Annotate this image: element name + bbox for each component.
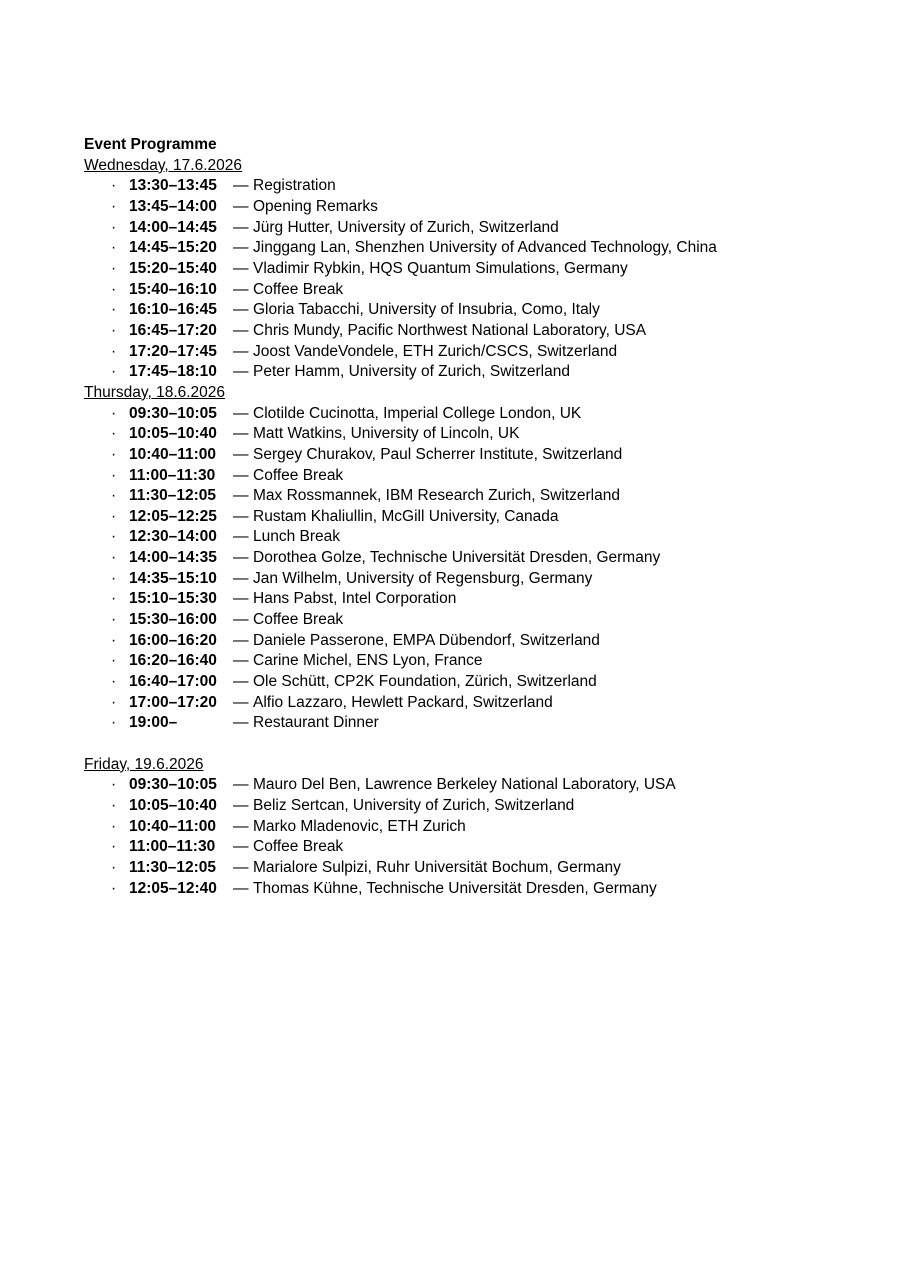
- programme-entry: [84, 775, 850, 796]
- entry-description: Lunch Break: [253, 528, 341, 546]
- entry-separator: —: [233, 259, 249, 277]
- entry-time: 14:00–14:35: [129, 549, 217, 567]
- entry-time: 16:45–17:20: [129, 321, 217, 339]
- entry-separator: —: [233, 590, 249, 608]
- entry-description: Marialore Sulpizi, Ruhr Universität Bochum, Germany: [253, 858, 621, 876]
- entry-description: Peter Hamm, University of Zurich, Switzerland: [253, 363, 570, 381]
- entry-time: 12:30–14:00: [129, 528, 217, 546]
- bullet-marker: ·: [111, 611, 117, 629]
- entry-time: 10:05–10:40: [129, 796, 217, 814]
- bullet-marker: ·: [111, 487, 117, 505]
- entry-description: Vladimir Rybkin, HQS Quantum Simulations, Germany: [253, 259, 628, 277]
- entry-separator: —: [233, 673, 249, 691]
- bullet-marker: ·: [111, 197, 117, 215]
- programme-entry: [84, 300, 850, 321]
- bullet-marker: ·: [111, 569, 117, 587]
- entry-description: Gloria Tabacchi, University of Insubria, Como, Italy: [253, 301, 600, 319]
- bullet-marker: ·: [111, 177, 117, 195]
- entry-separator: —: [233, 817, 249, 835]
- bullet-marker: ·: [111, 528, 117, 546]
- bullet-marker: ·: [111, 549, 117, 567]
- entry-time: 13:30–13:45: [129, 177, 217, 195]
- day-heading: Friday, 19.6.2026: [84, 755, 204, 773]
- entry-description: Coffee Break: [253, 280, 344, 298]
- entry-description: Dorothea Golze, Technische Universität Dresden, Germany: [253, 549, 661, 567]
- programme-entry: [84, 321, 850, 342]
- bullet-marker: ·: [111, 879, 117, 897]
- entry-time: 16:20–16:40: [129, 652, 217, 670]
- programme-entry: [84, 527, 850, 548]
- programme-entry: [84, 796, 850, 817]
- entry-separator: —: [233, 445, 249, 463]
- entry-separator: —: [233, 507, 249, 525]
- programme-entry: [84, 631, 850, 652]
- entry-description: Joost VandeVondele, ETH Zurich/CSCS, Switzerland: [253, 342, 618, 360]
- entry-description: Carine Michel, ENS Lyon, France: [253, 652, 483, 670]
- programme-entry: [84, 817, 850, 838]
- bullet-marker: ·: [111, 280, 117, 298]
- entry-time: 19:00–: [129, 714, 178, 732]
- page-title: Event Programme: [84, 136, 217, 153]
- entry-separator: —: [233, 363, 249, 381]
- entry-time: 14:00–14:45: [129, 218, 217, 236]
- bullet-marker: ·: [111, 590, 117, 608]
- entry-separator: —: [233, 776, 249, 794]
- day-section: [84, 156, 850, 383]
- programme-entry: [84, 197, 850, 218]
- entry-separator: —: [233, 321, 249, 339]
- programme-entry: [84, 176, 850, 197]
- entry-time: 17:00–17:20: [129, 693, 217, 711]
- bullet-marker: ·: [111, 363, 117, 381]
- programme-entry: [84, 507, 850, 528]
- day-heading: Wednesday, 17.6.2026: [84, 156, 242, 174]
- bullet-marker: ·: [111, 259, 117, 277]
- entry-time: 15:20–15:40: [129, 259, 217, 277]
- entry-description: Coffee Break: [253, 466, 344, 484]
- entry-description: Jürg Hutter, University of Zurich, Switzerland: [253, 218, 559, 236]
- entry-separator: —: [233, 177, 249, 195]
- bullet-marker: ·: [111, 776, 117, 794]
- entry-description: Opening Remarks: [253, 197, 378, 215]
- bullet-marker: ·: [111, 631, 117, 649]
- programme-entry: [84, 445, 850, 466]
- programme-entry: [84, 713, 850, 734]
- entry-separator: —: [233, 796, 249, 814]
- entry-time: 11:30–12:05: [129, 487, 217, 505]
- entry-separator: —: [233, 858, 249, 876]
- entry-separator: —: [233, 280, 249, 298]
- bullet-marker: ·: [111, 404, 117, 422]
- entry-time: 11:30–12:05: [129, 858, 217, 876]
- entry-description: Jan Wilhelm, University of Regensburg, Germany: [253, 569, 593, 587]
- programme-days: [84, 156, 850, 900]
- programme-entry: [84, 569, 850, 590]
- entry-description: Alfio Lazzaro, Hewlett Packard, Switzerland: [253, 693, 553, 711]
- entry-time: 15:40–16:10: [129, 280, 217, 298]
- bullet-marker: ·: [111, 693, 117, 711]
- programme-entry: [84, 362, 850, 383]
- entry-separator: —: [233, 218, 249, 236]
- entry-description: Mauro Del Ben, Lawrence Berkeley National Laboratory, USA: [253, 776, 676, 794]
- programme-entry: [84, 693, 850, 714]
- programme-entry: [84, 238, 850, 259]
- programme-entry: [84, 404, 850, 425]
- entry-description: Restaurant Dinner: [253, 714, 379, 732]
- entry-separator: —: [233, 528, 249, 546]
- day-section: [84, 383, 850, 734]
- entry-description: Ole Schütt, CP2K Foundation, Zürich, Switzerland: [253, 673, 597, 691]
- programme-entry: [84, 589, 850, 610]
- entry-time: 16:10–16:45: [129, 301, 217, 319]
- entry-description: Sergey Churakov, Paul Scherrer Institute, Switzerland: [253, 445, 623, 463]
- entry-separator: —: [233, 652, 249, 670]
- entry-time: 09:30–10:05: [129, 776, 217, 794]
- entry-time: 17:45–18:10: [129, 363, 217, 381]
- entry-separator: —: [233, 838, 249, 856]
- bullet-marker: ·: [111, 239, 117, 257]
- entry-time: 14:45–15:20: [129, 239, 217, 257]
- entry-description: Matt Watkins, University of Lincoln, UK: [253, 425, 520, 443]
- bullet-marker: ·: [111, 714, 117, 732]
- bullet-marker: ·: [111, 425, 117, 443]
- bullet-marker: ·: [111, 796, 117, 814]
- entry-time: 10:05–10:40: [129, 425, 217, 443]
- entry-time: 15:10–15:30: [129, 590, 217, 608]
- entry-description: Max Rossmannek, IBM Research Zurich, Switzerland: [253, 487, 620, 505]
- entry-time: 10:40–11:00: [129, 445, 217, 463]
- entry-separator: —: [233, 549, 249, 567]
- entry-description: Clotilde Cucinotta, Imperial College London, UK: [253, 404, 582, 422]
- programme-entry: [84, 259, 850, 280]
- programme-entry: [84, 672, 850, 693]
- bullet-marker: ·: [111, 342, 117, 360]
- entry-description: Jinggang Lan, Shenzhen University of Advanced Technology, China: [253, 239, 717, 257]
- bullet-marker: ·: [111, 466, 117, 484]
- programme-entry: [84, 548, 850, 569]
- entry-description: Registration: [253, 177, 336, 195]
- programme-entry: [84, 218, 850, 239]
- entry-description: Hans Pabst, Intel Corporation: [253, 590, 457, 608]
- bullet-marker: ·: [111, 321, 117, 339]
- entry-separator: —: [233, 693, 249, 711]
- programme-entry: [84, 466, 850, 487]
- entry-time: 17:20–17:45: [129, 342, 217, 360]
- entry-description: Coffee Break: [253, 611, 344, 629]
- entry-description: Marko Mladenovic, ETH Zurich: [253, 817, 466, 835]
- entry-description: Coffee Break: [253, 838, 344, 856]
- entry-separator: —: [233, 611, 249, 629]
- programme-entry: [84, 280, 850, 301]
- entry-description: Beliz Sertcan, University of Zurich, Switzerland: [253, 796, 575, 814]
- programme-entry: [84, 879, 850, 900]
- entry-separator: —: [233, 342, 249, 360]
- entry-time: 16:40–17:00: [129, 673, 217, 691]
- programme-entry: [84, 486, 850, 507]
- programme-entry: [84, 651, 850, 672]
- day-section: [84, 755, 850, 900]
- entry-separator: —: [233, 197, 249, 215]
- bullet-marker: ·: [111, 673, 117, 691]
- bullet-marker: ·: [111, 301, 117, 319]
- bullet-marker: ·: [111, 817, 117, 835]
- entry-separator: —: [233, 425, 249, 443]
- entry-description: Rustam Khaliullin, McGill University, Canada: [253, 507, 559, 525]
- bullet-marker: ·: [111, 858, 117, 876]
- entry-time: 14:35–15:10: [129, 569, 217, 587]
- entry-time: 09:30–10:05: [129, 404, 217, 422]
- entry-description: Chris Mundy, Pacific Northwest National Laboratory, USA: [253, 321, 647, 339]
- entry-separator: —: [233, 466, 249, 484]
- entry-time: 12:05–12:25: [129, 507, 217, 525]
- programme-entry: [84, 858, 850, 879]
- entry-time: 10:40–11:00: [129, 817, 217, 835]
- entry-separator: —: [233, 879, 249, 897]
- bullet-marker: ·: [111, 652, 117, 670]
- entry-time: 15:30–16:00: [129, 611, 217, 629]
- bullet-marker: ·: [111, 507, 117, 525]
- entry-description: Daniele Passerone, EMPA Dübendorf, Switzerland: [253, 631, 600, 649]
- entry-time: 12:05–12:40: [129, 879, 217, 897]
- entry-time: 11:00–11:30: [129, 838, 216, 856]
- entry-separator: —: [233, 569, 249, 587]
- programme-entry: [84, 610, 850, 631]
- entry-separator: —: [233, 301, 249, 319]
- entry-separator: —: [233, 239, 249, 257]
- entry-time: 13:45–14:00: [129, 197, 217, 215]
- programme-entry: [84, 837, 850, 858]
- entry-description: Thomas Kühne, Technische Universität Dresden, Germany: [253, 879, 657, 897]
- entry-separator: —: [233, 404, 249, 422]
- entry-separator: —: [233, 714, 249, 732]
- programme-entry: [84, 424, 850, 445]
- entry-separator: —: [233, 631, 249, 649]
- entry-time: 11:00–11:30: [129, 466, 216, 484]
- entry-time: 16:00–16:20: [129, 631, 217, 649]
- entry-separator: —: [233, 487, 249, 505]
- bullet-marker: ·: [111, 218, 117, 236]
- day-heading: Thursday, 18.6.2026: [84, 383, 226, 401]
- bullet-marker: ·: [111, 445, 117, 463]
- bullet-marker: ·: [111, 838, 117, 856]
- programme-entry: [84, 342, 850, 363]
